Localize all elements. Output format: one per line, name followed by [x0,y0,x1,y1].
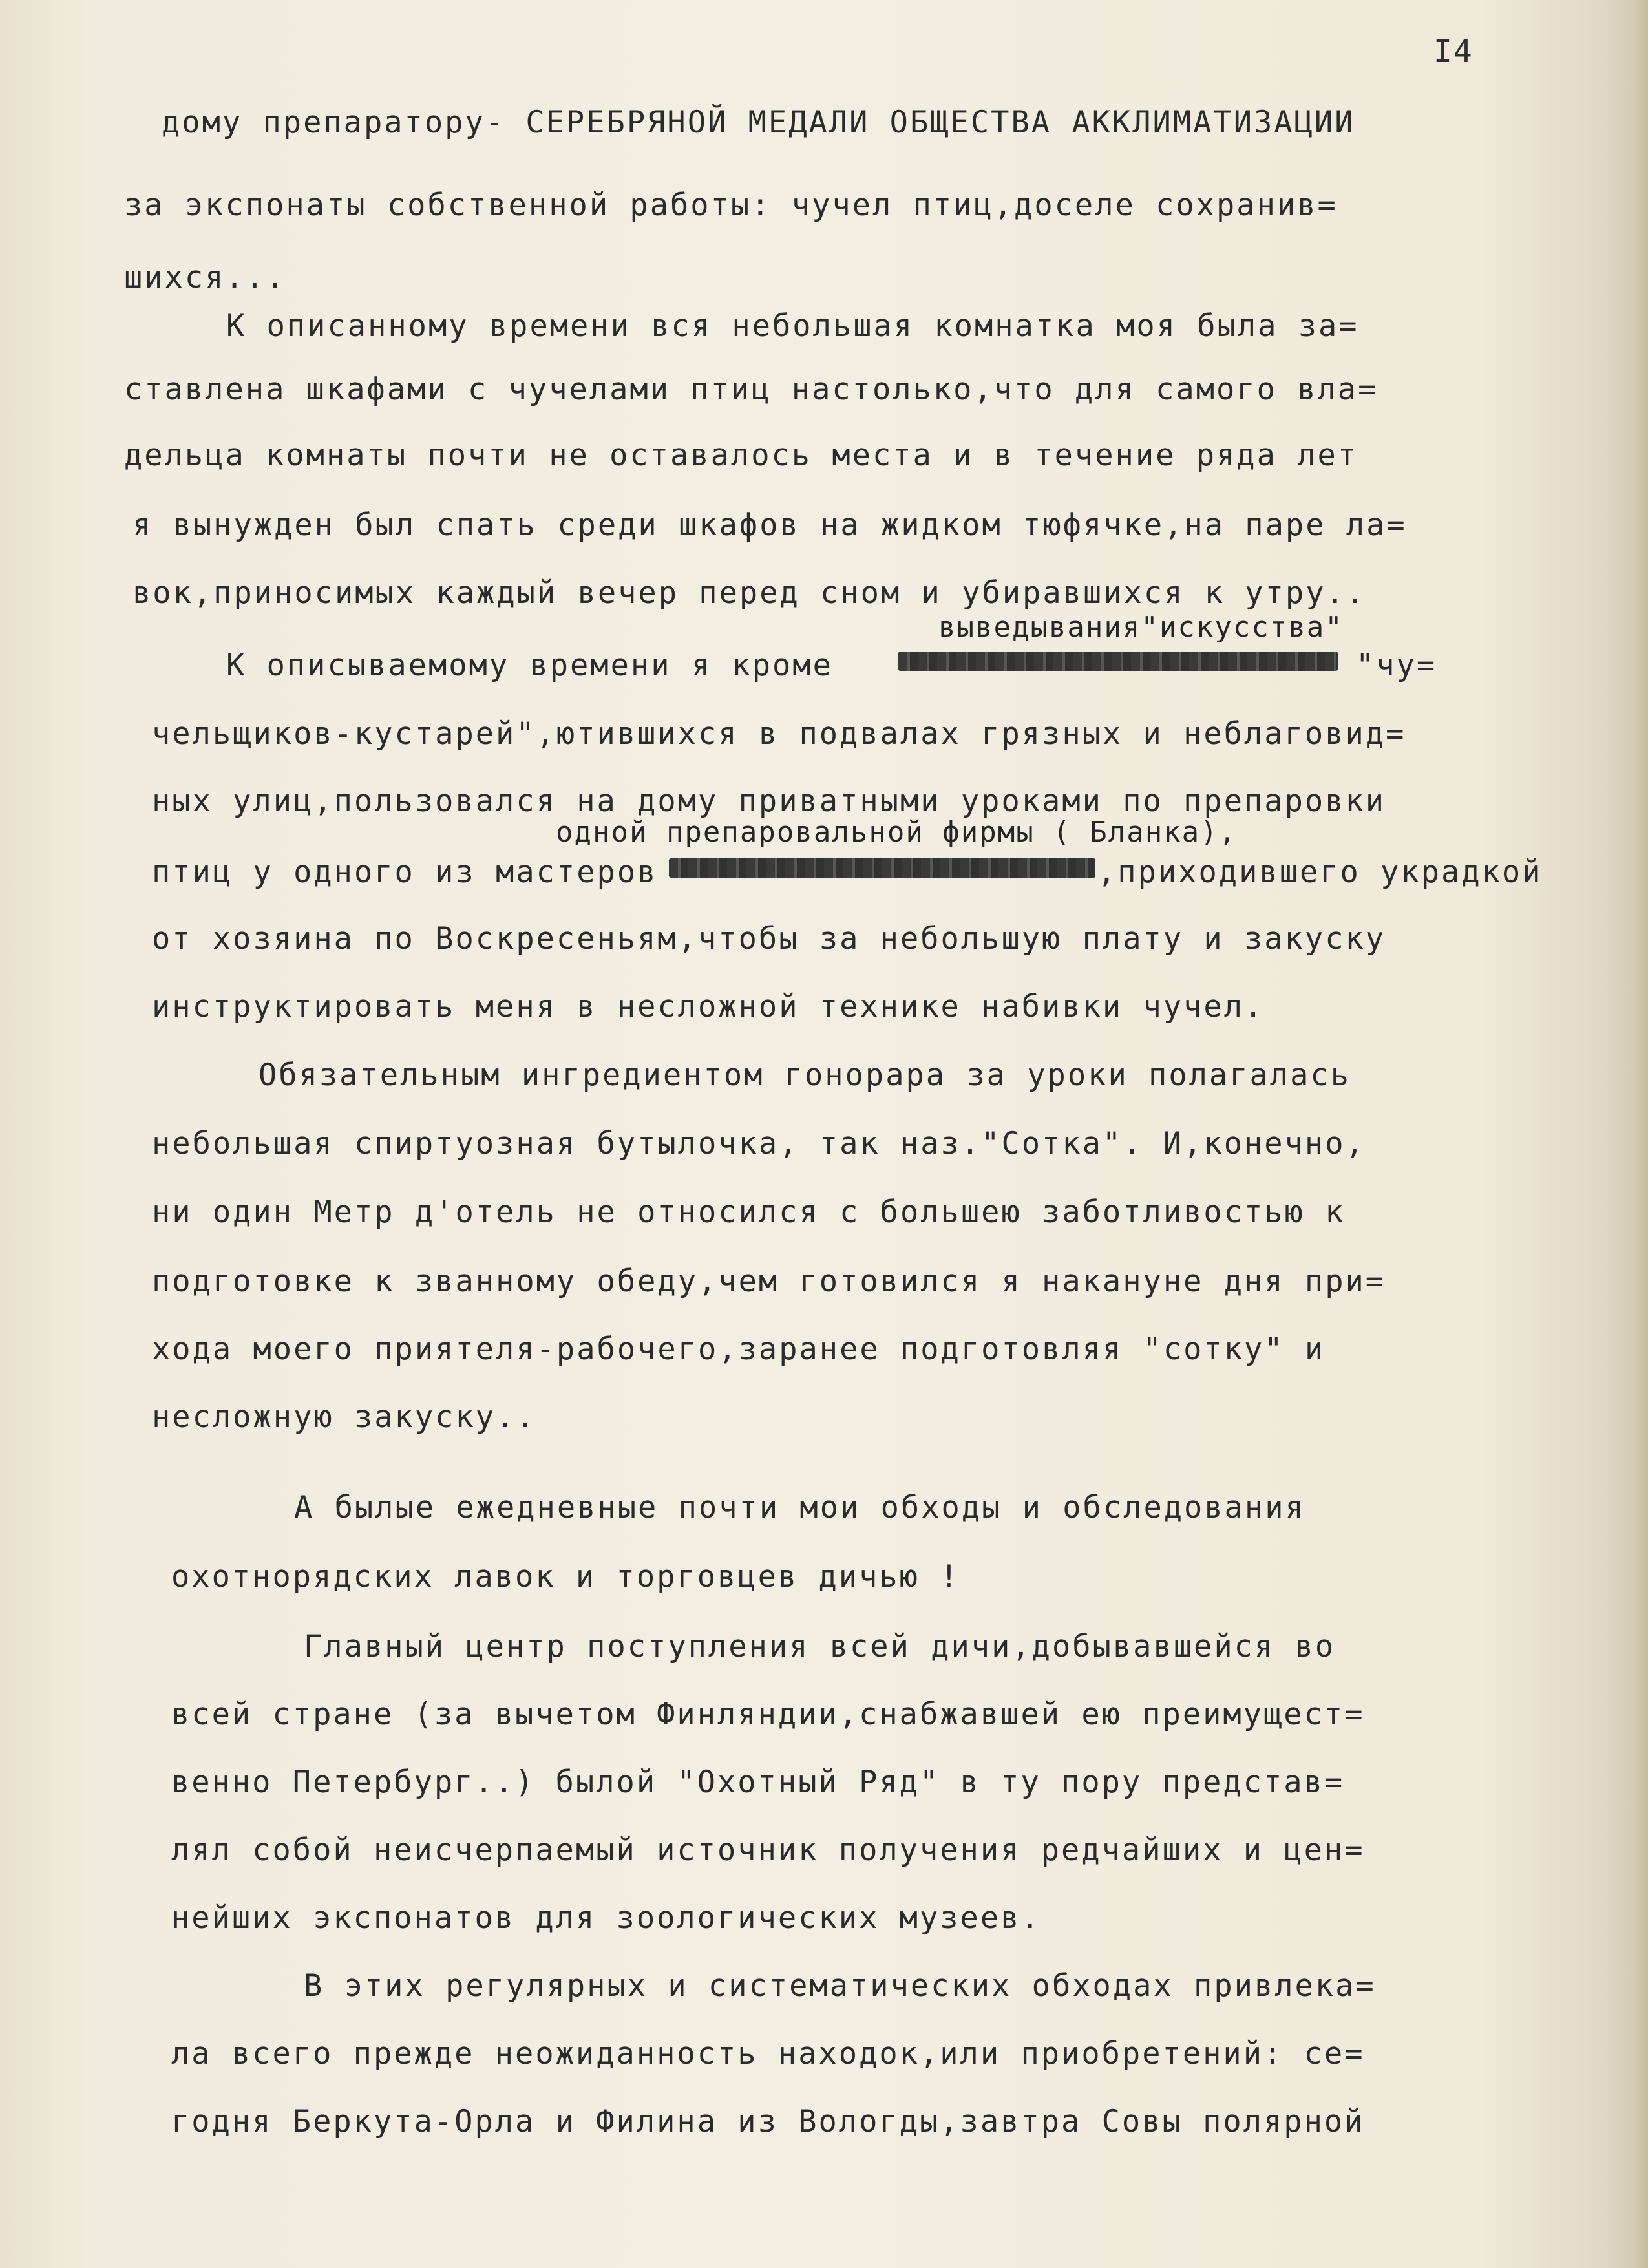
text-line-5: ставлена шкафами с чучелами птиц настолько,что для самого вла= [124,372,1379,407]
text-line-25: венно Петербург..) былой "Охотный Ряд" в ту пору представ= [171,1765,1345,1800]
text-line-23: Главный центр поступления всей дичи,добывавшейся во [304,1629,1336,1664]
text-line-24: всей стране (за вычетом Финляндии,снабжавшей ею преимущест= [171,1697,1365,1732]
handwritten-insert-1: выведывания"искусства" [938,611,1344,644]
text-line-2: за экспонаты собственной работы: чучел птиц,доселе сохранив= [124,187,1338,223]
text-line-9: К описываемому времени я кроме [226,648,833,683]
text-line-8: вок,приносимых каждый вечер перед сном и убиравшихся к утру.. [132,575,1367,611]
text-line-16: небольшая спиртуозная бутылочка, так наз."Сотка". И,конечно, [152,1126,1366,1161]
text-line-28: В этих регулярных и систематических обходах привлека= [304,1968,1376,2004]
text-line-26: лял собой неисчерпаемый источник получения редчайших и цен= [171,1832,1365,1868]
text-line-21: А былые ежедневные почти мои обходы и обследования [294,1490,1305,1525]
text-line-12-end: ,приходившего украдкой [1097,854,1543,890]
page-edge-shadow [1618,0,1648,2268]
text-line-7: я вынужден был спать среди шкафов на жидком тюфячке,на паре ла= [132,507,1407,543]
struck-out-text [898,652,1338,671]
text-line-13: от хозяина по Воскресеньям,чтобы за небольшую плату и закуску [152,921,1386,957]
text-line-29: ла всего прежде неожиданность находок,или приобретений: се= [171,2036,1365,2072]
text-line-6: дельца комнаты почти не оставалось места и в течение ряда лет [124,438,1358,473]
struck-out-text [669,858,1095,878]
page-number: I4 [1433,34,1474,70]
text-line-27: нейших экспонатов для зоологических музеев. [171,1900,1041,1936]
text-line-10: чельщиков-кустарей",ютившихся в подвалах грязных и неблаговид= [152,716,1406,752]
text-line-15: Обязательным ингредиентом гонорара за уроки полагалась [259,1057,1351,1093]
text-line-20: несложную закуску.. [152,1399,536,1435]
text-line-17: ни один Метр д'отель не относился с большею заботливостью к [152,1194,1346,1230]
text-line-4: К описанному времени вся небольшая комнатка моя была за= [226,308,1359,344]
handwritten-insert-2: одной препаровальной фирмы ( Бланка), [556,816,1238,849]
text-line-18: подготовке к званному обеду,чем готовился я накануне дня при= [152,1264,1386,1299]
text-line-11: ных улиц,пользовался на дому приватными уроками по препаровки [152,783,1386,819]
text-line-22: охотнорядских лавок и торговцев дичью ! [171,1559,960,1595]
text-line-9-end: "чу= [1356,648,1437,683]
text-line-1: дому препаратору- СЕРЕБРЯНОЙ МЕДАЛИ ОБЩЕСТВА АККЛИМАТИЗАЦИИ [162,105,1355,140]
text-line-12: птиц у одного из мастеров [152,854,658,890]
text-line-14: инструктировать меня в несложной технике набивки чучел. [152,989,1265,1024]
text-line-30: годня Беркута-Орла и Филина из Вологды,завтра Совы полярной [171,2104,1365,2139]
text-line-19: хода моего приятеля-рабочего,заранее подготовляя "сотку" и [152,1331,1326,1367]
text-line-3: шихся... [124,260,286,295]
